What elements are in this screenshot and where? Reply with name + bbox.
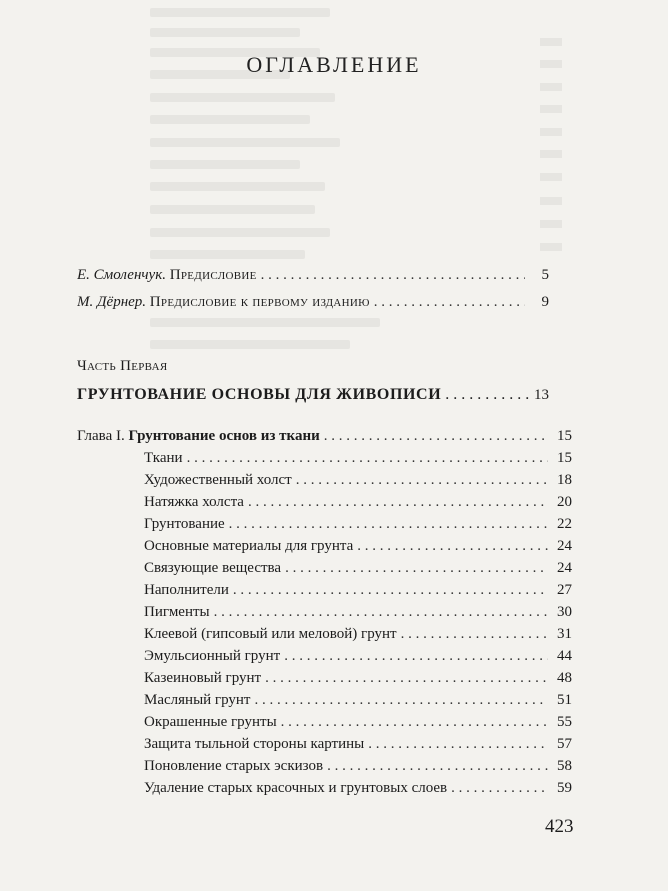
page-number: 22 [557,516,572,532]
section-title: Удаление старых красочных и грунтовых слоев [144,780,448,796]
page-number: 9 [541,294,549,310]
page-number: 44 [557,648,572,664]
dot-leader [265,669,548,688]
dot-leader [233,581,548,600]
page-number: 27 [557,582,572,598]
page-number: 20 [557,494,572,510]
page-number: 57 [557,736,572,752]
dot-leader [254,691,548,710]
toc-entry-preface[interactable] [77,266,549,285]
page-folio-number: 423 [545,816,574,837]
page-number: 24 [557,538,572,554]
section-title: Связующие вещества [144,560,282,576]
page-number: 55 [557,714,572,730]
toc-entry-label [77,427,320,446]
section-title: Наполнители [144,582,229,598]
page-number: 24 [557,560,572,576]
dot-leader [401,625,548,644]
toc-entry-section[interactable] [144,647,572,666]
dot-leader [229,515,548,534]
dot-leader [261,266,525,285]
toc-entry-label [77,293,370,312]
toc-entry-section[interactable] [144,493,572,512]
section-title: Эмульсионный грунт [144,648,281,664]
page-number: 59 [557,780,572,796]
dot-leader [248,493,548,512]
toc-entry-section[interactable] [144,713,572,732]
toc-entry-first-edition-preface[interactable] [77,293,549,312]
toc-entry-section[interactable] [144,691,572,710]
chapter-prefix: Глава I. [77,428,125,444]
section-title: Художественный холст [144,472,292,488]
toc-entry-section[interactable] [144,779,572,798]
section-title: Ткани [144,450,183,466]
page-number: 48 [557,670,572,686]
dot-leader [451,779,548,798]
dot-leader [284,647,548,666]
toc-entry-section[interactable] [144,581,572,600]
section-title: Клеевой (гипсовый или меловой) грунт [144,626,397,642]
toc-entry-chapter-one[interactable] [77,427,572,446]
dot-leader [327,757,548,776]
page-number: 13 [534,387,549,403]
page-number: 51 [557,692,572,708]
section-title: Пигменты [144,604,210,620]
dot-leader [357,537,548,556]
dot-leader [214,603,548,622]
section-title: Грунтование [144,516,225,532]
toc-entry-section[interactable] [144,559,572,578]
dot-leader [368,735,548,754]
author-name: Е. Смоленчук. [77,267,166,283]
toc-entry-part-one[interactable] [77,386,549,404]
toc-entry-section[interactable] [144,669,572,688]
section-title: Поновление старых эскизов [144,758,324,774]
part-title: ГРУНТОВАНИЕ ОСНОВЫ ДЛЯ ЖИВОПИСИ [77,386,442,403]
section-title: Основные материалы для грунта [144,538,354,554]
page-number: 18 [557,472,572,488]
dot-leader [374,293,525,312]
toc-entry-section[interactable] [144,449,572,468]
toc-entry-section[interactable] [144,515,572,534]
toc-entry-label [77,266,257,285]
page-number: 31 [557,626,572,642]
page-number: 30 [557,604,572,620]
part-label: Часть Первая [77,358,168,374]
section-title: Защита тыльной стороны картины [144,736,365,752]
dot-leader [285,559,548,578]
toc-entry-section[interactable] [144,471,572,490]
page-number: 58 [557,758,572,774]
section-title: Окрашенные грунты [144,714,277,730]
page-number: 5 [541,267,549,283]
dot-leader [445,386,530,404]
dot-leader [281,713,548,732]
page-heading: ОГЛАВЛЕНИЕ [246,52,422,77]
section-title: Казеиновый грунт [144,670,262,686]
entry-title: Предисловие к первому изданию [149,294,370,310]
dot-leader [296,471,548,490]
dot-leader [324,427,548,446]
dot-leader [187,449,548,468]
entry-title: Предисловие [169,267,257,283]
toc-entry-section[interactable] [144,757,572,776]
toc-entry-section[interactable] [144,735,572,754]
section-title: Масляный грунт [144,692,251,708]
toc-entry-section[interactable] [144,603,572,622]
author-name: М. Дёрнер. [77,294,147,310]
section-title: Натяжка холста [144,494,244,510]
page-number: 15 [557,450,572,466]
page-number: 15 [557,428,572,444]
toc-entry-section[interactable] [144,625,572,644]
toc-entry-section[interactable] [144,537,572,556]
chapter-title: Грунтование основ из ткани [128,428,320,444]
